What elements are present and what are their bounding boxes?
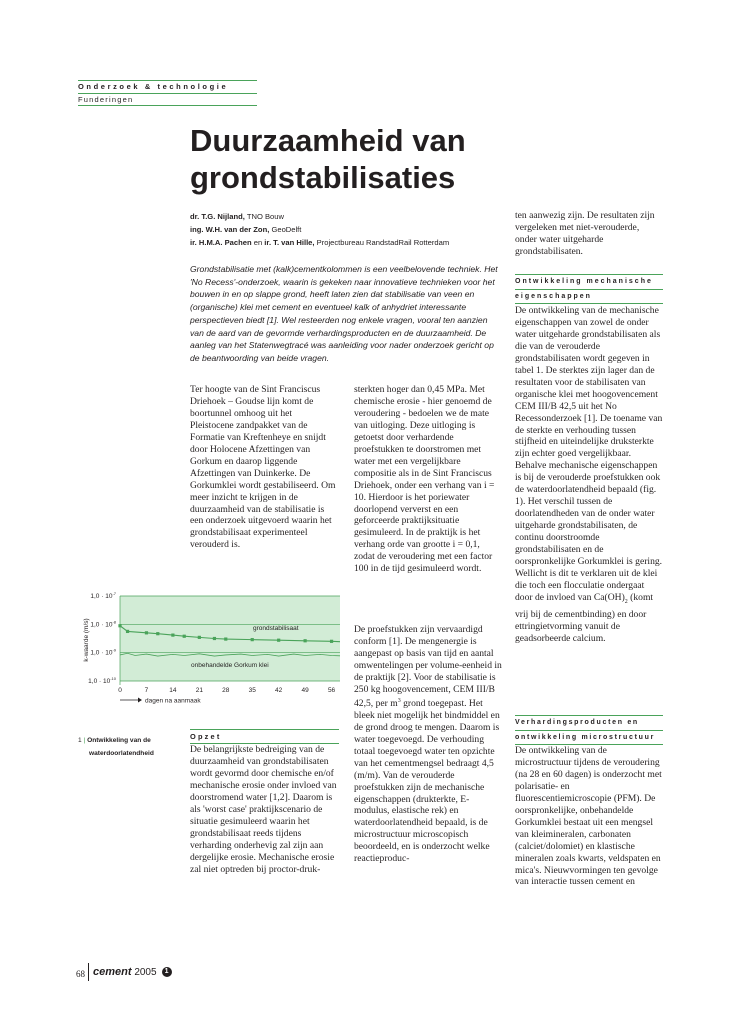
col3-verh: De ontwikkeling van de microstructuur tijdens de veroudering (na 28 en 60 dagen) is onderzocht met polarisatie- en fluorescentiemicroscopie (PFM). De oorspronkelijke, onbehandelde Gorkumklei bestaat uit een mengsel van kleimineralen, carbonaten (calciet/dolomiet) en klastische mineralen zoals kwarts, veldspaten en mica's. Nieuwvormingen ten gevolge van interactie tussen cement en [515, 745, 662, 888]
chart-xlabel: dagen na aanmaak [145, 697, 201, 705]
section-opzet-heading: Opzet [190, 732, 222, 741]
chart-xtick-label: 42 [275, 687, 283, 694]
chart-ytick-label: $1,0 \cdot 10^{-10}$ [88, 676, 116, 685]
section-mech-line1: Ontwikkeling mechanische [515, 278, 653, 285]
chart-point [156, 632, 159, 635]
col1-opzet: De belangrijkste bedreiging van de duurzaamheid van grondstabilisaten wordt gevormd door chemische en/of mechanische erosie onder invloed van doorstromend water [1,2]. Daarom is als 'worst case' praktijkscenario de situatie gesimuleerd waarin het grondstabilisaat reeds tijdens verharding onderhevig zal zijn aan dergelijke erosie. Mechanische erosie zal niet optreden bij proctor-druk- [190, 744, 337, 875]
series-label-gorkum: onbehandelde Gorkum klei [191, 662, 269, 669]
author-3: ir. H.M.A. Pachen en ir. T. van Hille, Projectbureau RandstadRail Rotterdam [190, 238, 450, 247]
rubric-rule-top [78, 80, 257, 81]
chart-point [126, 630, 129, 633]
rubric-rule-mid [78, 93, 257, 94]
chart-point [224, 637, 227, 640]
footer-divider [88, 963, 89, 981]
chart-point [251, 638, 254, 641]
section-verh-line1: Verhardingsproducten en [515, 719, 639, 726]
mech-rule-mid [515, 289, 663, 290]
title-line-2: grondstabilisaties [190, 160, 456, 195]
col2-part2: De proefstukken zijn vervaardigd conform [1]. De mengenergie is aangepast op basis van tijd en aantal omwentelingen per volume-eenheid in de praktijk [2]. Voor de stabilisatie is 250 kg hoogovencement, CEM III/B 42,5, per $m^3$ grond toegepast. Het bleek niet mogelijk het bindmiddel en de grond droog te mengen. Daarom is water toegevoegd. De verhouding totaal toegevoegd water ten opzichte van het cementmengsel bedraagt 4,5 (m/m). Van de verouderde proefstukken zijn de mechanische eigenschappen (drukterkte, E-modulus, elastische rek) en waterdoorlatendheid bepaald, is de microstructuur microscopisch beoordeeld, en is onderzocht welke reactieproduc- [354, 624, 502, 865]
figure-caption: 1 | Ontwikkeling van de waterdoorlatendheid [78, 737, 154, 757]
section-mech-heading [515, 275, 653, 304]
verh-rule-mid [515, 730, 663, 731]
author-list [190, 210, 510, 249]
chart-ytick-label: $1,0 \cdot 10^{-7}$ [90, 591, 116, 600]
chart-point [198, 636, 201, 639]
mech-rule-bottom [515, 303, 663, 304]
chart-ytick-label: $1,0 \cdot 10^{-8}$ [90, 619, 116, 629]
chart-xtick-label: 56 [327, 687, 336, 694]
title-line-1: Duurzaamheid van [190, 123, 466, 158]
chart-xtick-label: 0 [118, 687, 122, 694]
chart-xtick-label: 49 [301, 687, 309, 694]
chart-point [213, 637, 216, 640]
chart-point [304, 639, 307, 642]
rubric-category: Onderzoek & technologie [78, 82, 229, 91]
chart-point [183, 635, 186, 638]
chart-xtick-label: 35 [248, 687, 256, 694]
chart-point [330, 640, 333, 643]
chart-point [277, 639, 280, 642]
chart-ytick-label: $1,0 \cdot 10^{-9}$ [90, 647, 116, 657]
chart-xtick-label: 28 [222, 687, 230, 694]
permeability-chart [78, 586, 340, 706]
chart-point [118, 624, 121, 627]
chart-xtick-label: 14 [169, 687, 177, 694]
author-1: dr. T.G. Nijland, TNO Bouw [190, 212, 284, 221]
col2-part1: sterkten hoger dan 0,45 MPa. Met chemische erosie - hier genoemd de veroudering - bedoelen we de mate van uitloging. Deze uitloging is getoetst door verhardende proefstukken te doorstromen met water met een vergelijkbare compositie als in de Sint Franciscus Driehoek, onder een verhang van i = 10. Hierdoor is het poriewater doorlopend ververst en een geforceerde praktijksituatie gesimuleerd. In de praktijk is het verhang orde van grootte i = 0,1, zodat de veroudering met een factor 100 in de tijd gesimuleerd wordt. [354, 384, 495, 575]
section-mech-line2: eigenschappen [515, 293, 592, 300]
page-title [190, 122, 466, 196]
col3-mech: De ontwikkeling van de mechanische eigenschappen van zowel de onder water uitgeharde grondstabilisaten als die van de verouderde grondstabilisaten wordt gegeven in tabel 1. De sterktes zijn lager dan de resultaten voor de stabilisaten van organische klei met hoogovencement CEM III/B 42,5 uit het No Recessonderzoek [1]. De toename van de sterkte en verhouding tussen stijfheid en uiteindelijke druksterkte zijn echter goed vergelijkbaar. Behalve mechanische eigenschappen is bij de verouderde proefstukken ook de waterdoorlatendheid bepaald (fig. 1). Het verschil tussen de doorlatendheden van de onder water uitgeharde grondstabilisaten, de continu doorstroomde grondstabilisaten en de oorspronkelijke Gorkumklei is gering. Wellicht is dit te verklaren uit de klei die toch een flocculatie ondergaat door de invloed van $Ca(OH)_2$ (komt vrij bij de cementbinding) en door ettringietvorming vanuit de geadsorbeerde calcium. [515, 305, 663, 644]
chart-xtick-label: 21 [195, 687, 203, 694]
lead-paragraph: Grondstabilisatie met (kalk)cementkolommen is een veelbelovende techniek. Het 'No Recess'-onderzoek, waarin is gekeken naar innovatieve technieken voor het bouwen in en op slappe grond, heeft laten zien dat stabilisatie van veen en (organische) klei met cement en eventueel kalk of anhydriet interessante perspectieven biedt [1]. Wel resteerden nog enkele vragen, vooral ten aanzien van de aard van de gevormde verhardingsproducten en de duurzaamheid. De aanleg van het Statenwegtracé was aanleiding voor nader onderzoek gericht op de beantwoording van beide vragen. [190, 264, 498, 363]
series-label-grondstabilisaat: grondstabilisaat [253, 625, 299, 632]
rubric-rule-bottom [78, 105, 257, 106]
chart-xtick-label: 7 [144, 687, 149, 694]
chart-point [145, 631, 148, 634]
chart-ylabel: k-waarde (m/s) [83, 618, 90, 662]
page-number: 68 [76, 969, 85, 979]
footer-magazine: cement 2005 1 [93, 966, 172, 978]
author-2: ing. W.H. van der Zon, GeoDelft [190, 225, 302, 234]
rubric-subcategory: Funderingen [78, 95, 134, 104]
chart-point [171, 634, 174, 637]
col3-part1: ten aanwezig zijn. De resultaten zijn vergeleken met niet-verouderde, onder water uitgeharde grondstabilisaten. [515, 210, 655, 257]
col1-intro: Ter hoogte van de Sint Franciscus Driehoek – Goudse lijn komt de boortunnel omhoog uit het Pleistocene zandpakket van de Formatie van Kreftenheye en snijdt door Holocene Afzettingen van Gorkum en daarop liggende Afzettingen van Duinkerke. De Gorkumklei wordt gestabiliseerd. Om meer inzicht te krijgen in de duurzaamheid van de stabilisatie is een onderzoek uitgevoerd waarin het grondstabilisaat experimenteel verouderd is. [190, 384, 336, 551]
chart-xlabel-arrowhead [138, 698, 142, 703]
section-verh-line2: ontwikkeling microstructuur [515, 734, 656, 741]
issue-badge: 1 [162, 967, 172, 977]
section-verh-heading [515, 716, 655, 745]
